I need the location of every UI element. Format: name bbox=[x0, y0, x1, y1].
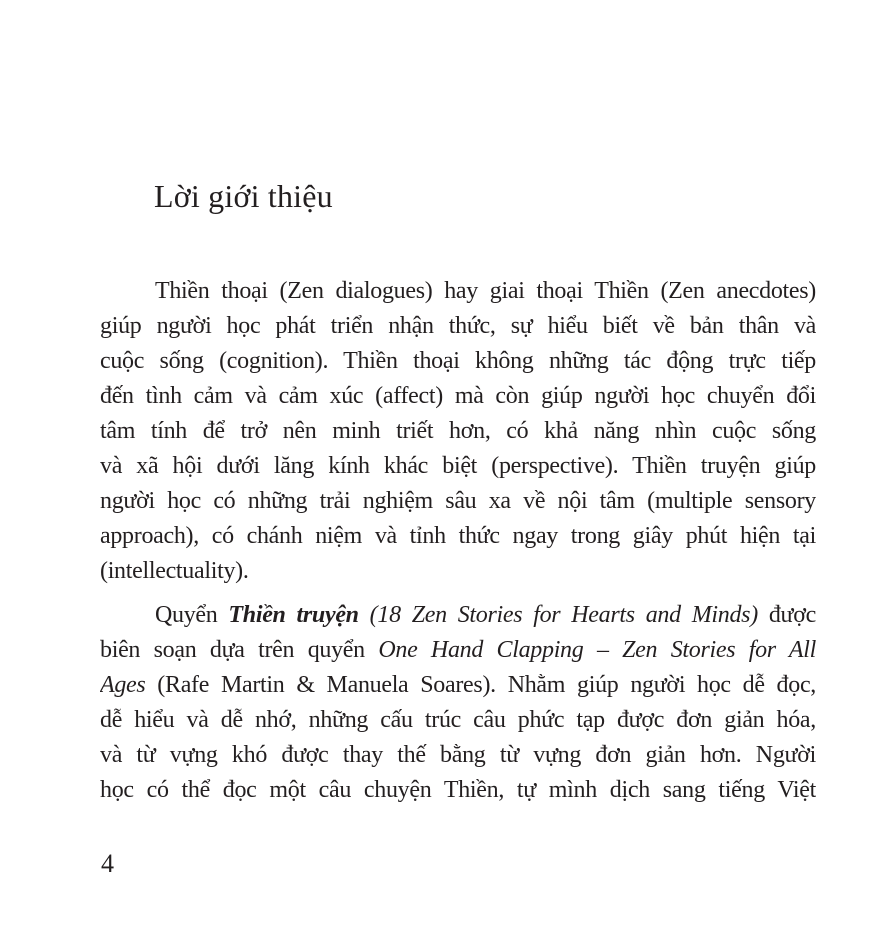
text-segment: và xã hội dưới lăng kính khác biệt (perspective). Thiền truyện giúp bbox=[100, 453, 816, 479]
text-segment: người học có những trải nghiệm sâu xa về nội tâm (multiple sensory bbox=[100, 488, 816, 514]
text-segment: (intellectuality). bbox=[100, 558, 249, 584]
text-line bbox=[100, 274, 816, 309]
text-segment: (18 Zen Stories for Hearts and Minds) bbox=[369, 602, 758, 628]
text-segment: dễ hiểu và dễ nhớ, những cấu trúc câu phức tạp được đơn giản hóa, bbox=[100, 707, 816, 733]
text-segment bbox=[359, 602, 370, 628]
text-line bbox=[100, 309, 816, 344]
text-segment: cuộc sống (cognition). Thiền thoại không những tác động trực tiếp bbox=[100, 348, 816, 374]
text-segment: đến tình cảm và cảm xúc (affect) mà còn giúp người học chuyển đổi bbox=[100, 383, 816, 409]
text-segment: và từ vựng khó được thay thế bằng từ vựng đơn giản hơn. Người bbox=[100, 742, 816, 768]
text-segment: giúp người học phát triển nhận thức, sự hiểu biết về bản thân và bbox=[100, 313, 816, 339]
text-line bbox=[100, 519, 816, 554]
text-line bbox=[100, 449, 816, 484]
paragraph bbox=[100, 274, 816, 589]
text-segment: được bbox=[757, 602, 816, 628]
page-number: 4 bbox=[101, 849, 114, 878]
text-line bbox=[100, 344, 816, 379]
text-segment: học có thể đọc một câu chuyện Thiền, tự mình dịch sang tiếng Việt bbox=[100, 777, 816, 803]
text-line bbox=[100, 738, 816, 773]
text-segment: Quyển bbox=[155, 602, 229, 628]
text-line bbox=[100, 703, 816, 738]
text-line bbox=[100, 668, 816, 703]
text-segment: Thiền thoại (Zen dialogues) hay giai thoại Thiền (Zen anecdotes) bbox=[155, 278, 816, 304]
text-segment: tâm tính để trở nên minh triết hơn, có khả năng nhìn cuộc sống bbox=[100, 418, 816, 444]
text-segment: Ages bbox=[100, 672, 146, 698]
text-line bbox=[100, 633, 816, 668]
text-segment: approach), có chánh niệm và tỉnh thức ngay trong giây phút hiện tại bbox=[100, 523, 816, 549]
text-line bbox=[100, 773, 816, 808]
page-title: Lời giới thiệu bbox=[154, 178, 333, 214]
text-segment: One Hand Clapping – Zen Stories for All bbox=[378, 637, 816, 663]
text-segment: (Rafe Martin & Manuela Soares). Nhằm giúp người học dễ đọc, bbox=[145, 672, 816, 698]
text-segment: Thiền truyện bbox=[228, 602, 359, 628]
text-line bbox=[100, 554, 816, 589]
text-line bbox=[100, 379, 816, 414]
text-line bbox=[100, 484, 816, 519]
body-text bbox=[100, 274, 816, 808]
text-segment: biên soạn dựa trên quyển bbox=[100, 637, 379, 663]
text-line bbox=[100, 598, 816, 633]
text-line bbox=[100, 414, 816, 449]
paragraph bbox=[100, 598, 816, 808]
